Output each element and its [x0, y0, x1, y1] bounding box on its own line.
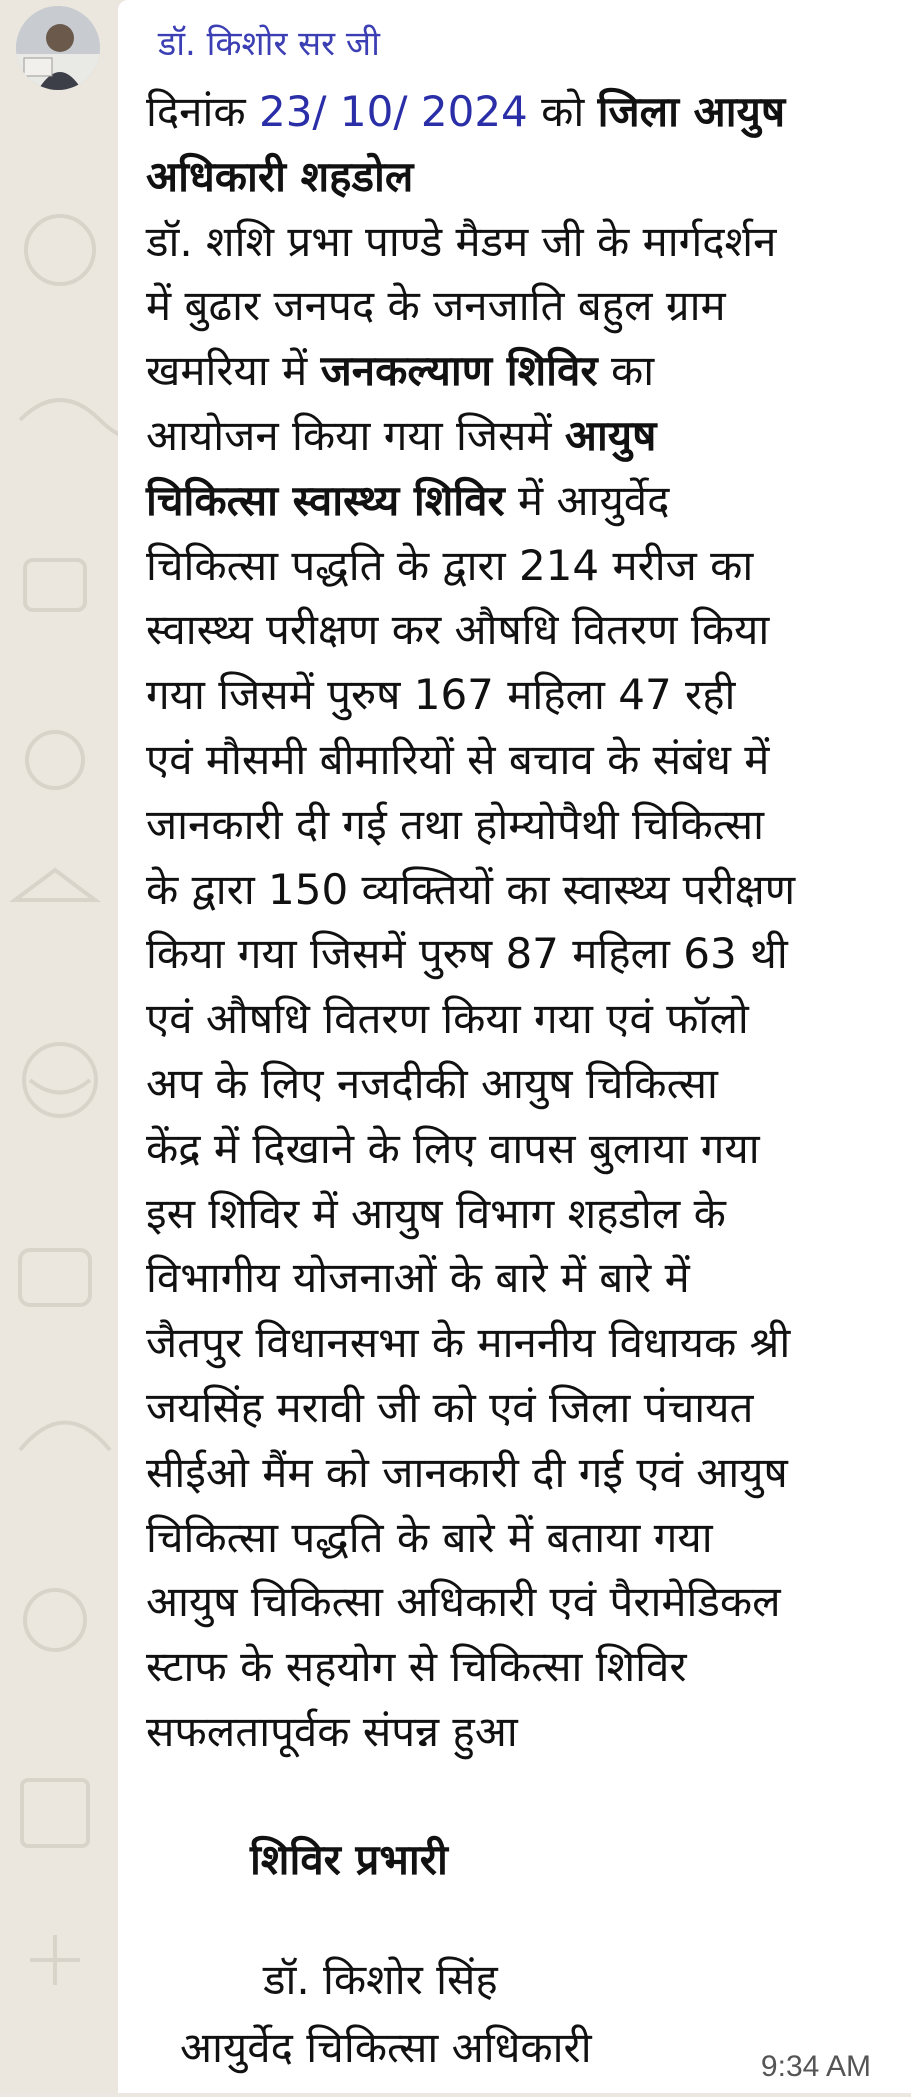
- message-text: [146, 80, 891, 1765]
- bold-text: आयुष: [564, 410, 657, 460]
- message-line: चिकित्सा पद्धति के बारे में बताया गया: [146, 1512, 713, 1562]
- signature-role: आयुर्वेद चिकित्सा अधिकारी: [180, 2023, 592, 2072]
- message-line: [146, 145, 891, 210]
- message-line: आयुष चिकित्सा अधिकारी एवं पैरामेडिकल: [146, 1577, 781, 1627]
- message-line: के द्वारा 150 व्यक्तियों का स्वास्थ्य परीक्षण: [146, 864, 796, 914]
- message-line: जानकारी दी गई तथा होम्योपैथी चिकित्सा: [146, 799, 765, 849]
- message-line: जयसिंह मरावी जी को एवं जिला पंचायत: [146, 1382, 754, 1432]
- message-line: अप के लिए नजदीकी आयुष चिकित्सा: [146, 1058, 718, 1108]
- message-line: विभागीय योजनाओं के बारे में बारे में: [146, 1253, 690, 1303]
- text-span: खमरिया में: [146, 346, 321, 396]
- message-line: गया जिसमें पुरुष 167 महिला 47 रही: [146, 670, 736, 720]
- message-line: एवं औषधि वितरण किया गया एवं फॉलो: [146, 994, 749, 1044]
- message-bubble[interactable]: [118, 0, 911, 2093]
- bold-text: जनकल्याण शिविर: [320, 346, 598, 396]
- message-line: [146, 80, 891, 145]
- message-line: जैतपुर विधानसभा के माननीय विधायक श्री: [146, 1318, 791, 1368]
- message-line: केंद्र में दिखाने के लिए वापस बुलाया गया: [146, 1123, 760, 1173]
- message-timestamp: 9:34 AM: [760, 2050, 871, 2083]
- message-line: [146, 404, 891, 469]
- message-line: [146, 469, 891, 534]
- message-line: डॉ. शशि प्रभा पाण्डे मैडम जी के मार्गदर्शन: [146, 216, 777, 266]
- message-line: एवं मौसमी बीमारियों से बचाव के संबंध में: [146, 734, 770, 784]
- message-line: चिकित्सा पद्धति के द्वारा 214 मरीज का: [146, 540, 754, 590]
- avatar-photo-icon: [16, 6, 100, 90]
- signature-name: डॉ. किशोर सिंह: [263, 1955, 498, 2004]
- text-span: दिनांक: [146, 87, 259, 136]
- text-span: को: [527, 87, 598, 136]
- message-line: [146, 339, 891, 404]
- sender-name[interactable]: डॉ. किशोर सर जी: [158, 24, 380, 64]
- message-line: इस शिविर में आयुष विभाग शहडोल के: [146, 1188, 726, 1238]
- bold-text: अधिकारी शहडोल: [146, 151, 414, 201]
- message-line: सफलतापूर्वक संपन्न हुआ: [146, 1706, 518, 1756]
- bold-text: जिला आयुष: [597, 87, 786, 136]
- message-line: स्टाफ के सहयोग से चिकित्सा शिविर: [146, 1642, 687, 1692]
- text-span: का: [597, 346, 655, 396]
- message-line: सीईओ मैंम को जानकारी दी गई एवं आयुष: [146, 1447, 788, 1497]
- message-line: किया गया जिसमें पुरुष 87 महिला 63 थी: [146, 929, 788, 979]
- text-span: आयोजन किया गया जिसमें: [146, 410, 565, 460]
- message-line: में बुढार जनपद के जनजाति बहुल ग्राम: [146, 281, 726, 331]
- sender-avatar[interactable]: [16, 6, 100, 90]
- text-span: में आयुर्वेद: [504, 475, 670, 525]
- signature-title: शिविर प्रभारी: [250, 1835, 448, 1884]
- event-date: 23/ 10/ 2024: [258, 87, 528, 136]
- bold-text: चिकित्सा स्वास्थ्य शिविर: [146, 475, 505, 525]
- message-line: स्वास्थ्य परीक्षण कर औषधि वितरण किया: [146, 605, 770, 655]
